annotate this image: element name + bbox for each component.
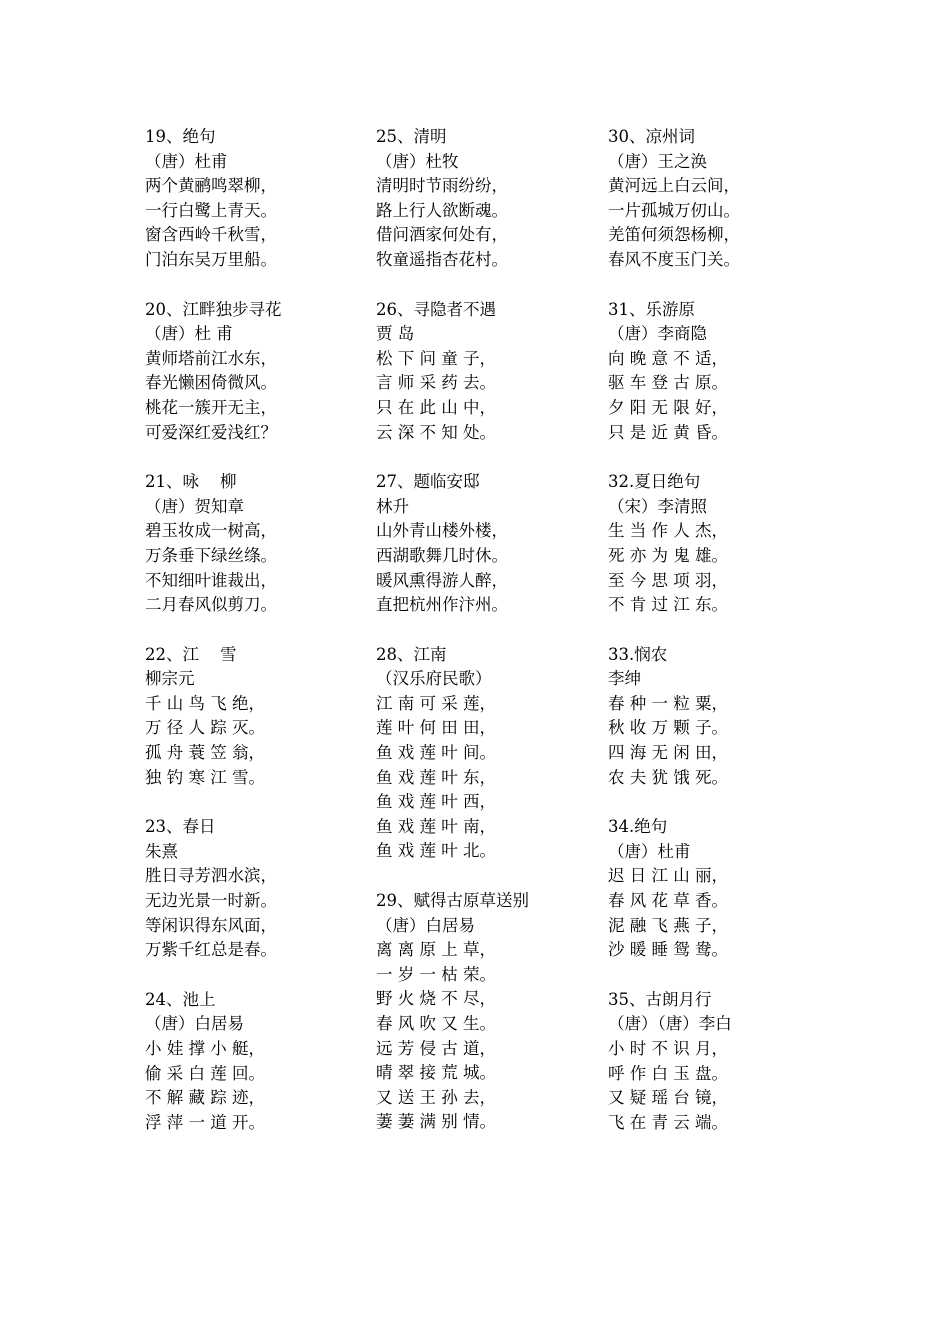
poem-title: 26、寻隐者不遇 bbox=[376, 299, 496, 319]
poem-line: 小 娃 撑 小 艇， bbox=[145, 1039, 265, 1058]
poem-line: 可爱深红爱浅红？ bbox=[145, 422, 277, 442]
poem-block bbox=[145, 470, 375, 618]
poem-title: 20、江畔独步寻花 bbox=[145, 299, 282, 319]
poem-line: 迟 日 江 山 丽， bbox=[608, 866, 728, 886]
poem-block bbox=[376, 298, 606, 446]
poem-line: 牧童遥指杏花村。 bbox=[376, 249, 508, 269]
poem-line: 胜日寻芳泗水滨， bbox=[145, 866, 277, 886]
poem-line: 又 疑 瑶 台 镜， bbox=[608, 1088, 728, 1108]
poem-author: （唐）贺知章 bbox=[145, 496, 244, 516]
poem-author: （唐）白居易 bbox=[376, 915, 475, 935]
poem-title: 25、清明 bbox=[376, 127, 447, 146]
poem-author: 贾 岛 bbox=[376, 324, 415, 344]
poem-line: 万 径 人 踪 灭。 bbox=[145, 718, 265, 738]
poem-line: 碧玉妆成一树高， bbox=[145, 521, 277, 541]
poem-line: 小 时 不 识 月， bbox=[608, 1039, 728, 1058]
poem-line: 千 山 鸟 飞 绝， bbox=[145, 693, 265, 713]
poem-block bbox=[608, 298, 838, 446]
poem-block bbox=[608, 125, 838, 273]
poem-title: 23、春日 bbox=[145, 817, 216, 837]
poem-line: 莲 叶 何 田 田， bbox=[376, 718, 496, 738]
poem-line: 一行白鹭上青天。 bbox=[145, 200, 277, 220]
poem-title: 19、绝句 bbox=[145, 127, 216, 146]
poem-line: 言 师 采 药 去。 bbox=[376, 373, 496, 393]
poem-line: 不知细叶谁裁出， bbox=[145, 570, 277, 590]
poem-line: 呼 作 白 玉 盘。 bbox=[608, 1063, 728, 1083]
poem-line: 生 当 作 人 杰， bbox=[608, 521, 728, 541]
poem-line: 至 今 思 项 羽， bbox=[608, 570, 728, 590]
poem-line: 黄师塔前江水东， bbox=[145, 348, 277, 368]
poem-line: 借问酒家何处有， bbox=[376, 225, 508, 245]
poem-line: 农 夫 犹 饿 死。 bbox=[608, 767, 728, 787]
poem-block bbox=[376, 125, 606, 273]
poem-title: 34.绝句 bbox=[608, 817, 668, 837]
poem-author: （唐）（唐）李白 bbox=[608, 1014, 732, 1034]
poem-line: 两个黄鹂鸣翠柳， bbox=[145, 176, 277, 196]
poem-column-3 bbox=[608, 125, 838, 1160]
poem-line: 春风不度玉门关。 bbox=[608, 249, 740, 269]
poem-line: 不 解 藏 踪 迹， bbox=[145, 1088, 265, 1108]
poem-line: 只 是 近 黄 昏。 bbox=[608, 422, 728, 442]
poem-block bbox=[608, 988, 838, 1136]
poem-line: 泥 融 飞 燕 子， bbox=[608, 915, 728, 935]
poem-title: 28、江南 bbox=[376, 644, 447, 664]
poem-block bbox=[608, 643, 838, 791]
poem-line: 羌笛何须怨杨柳， bbox=[608, 225, 740, 245]
poem-title: 35、古朗月行 bbox=[608, 989, 712, 1009]
poem-line: 鱼 戏 莲 叶 南， bbox=[376, 816, 496, 836]
poem-title: 33.悯农 bbox=[608, 644, 668, 664]
poem-author: （唐）杜 甫 bbox=[145, 324, 233, 344]
poem-line: 夕 阳 无 限 好， bbox=[608, 397, 728, 417]
poem-author: （汉乐府民歌） bbox=[376, 669, 492, 689]
poem-author: （唐）杜甫 bbox=[145, 151, 228, 171]
poem-line: 远 芳 侵 古 道， bbox=[376, 1038, 496, 1058]
poem-block bbox=[608, 470, 838, 618]
poem-line: 无边光景一时新。 bbox=[145, 891, 277, 911]
poem-line: 偷 采 白 莲 回。 bbox=[145, 1063, 265, 1083]
poem-line: 二月春风似剪刀。 bbox=[145, 595, 277, 615]
poem-author: （唐）杜甫 bbox=[608, 841, 691, 861]
poem-title: 32.夏日绝句 bbox=[608, 472, 701, 492]
poem-line: 直把杭州作汴州。 bbox=[376, 595, 508, 615]
poem-author: （宋）李清照 bbox=[608, 496, 707, 516]
poem-column-1 bbox=[145, 125, 375, 1160]
poem-line: 云 深 不 知 处。 bbox=[376, 422, 496, 442]
poem-line: 路上行人欲断魂。 bbox=[376, 200, 508, 220]
poem-author: 朱熹 bbox=[145, 841, 178, 861]
poem-line: 鱼 戏 莲 叶 西， bbox=[376, 792, 496, 812]
poem-line: 万条垂下绿丝绦。 bbox=[145, 545, 277, 565]
poem-line: 秋 收 万 颗 子。 bbox=[608, 718, 728, 738]
poem-line: 向 晚 意 不 适， bbox=[608, 348, 728, 368]
poem-line: 万紫千红总是春。 bbox=[145, 940, 277, 960]
poem-block bbox=[608, 815, 838, 963]
poem-line: 清明时节雨纷纷， bbox=[376, 176, 508, 196]
poem-line: 晴 翠 接 荒 城。 bbox=[376, 1063, 496, 1083]
poem-block bbox=[145, 125, 375, 273]
poem-line: 离 离 原 上 草， bbox=[376, 940, 496, 960]
poem-author: （唐）白居易 bbox=[145, 1014, 244, 1034]
poem-line: 春 风 吹 又 生。 bbox=[376, 1014, 496, 1033]
poem-line: 窗含西岭千秋雪， bbox=[145, 225, 277, 245]
poem-column-2 bbox=[376, 125, 606, 1160]
poem-line: 死 亦 为 鬼 雄。 bbox=[608, 545, 728, 565]
poem-line: 春光懒困倚微风。 bbox=[145, 373, 277, 393]
poem-author: 李绅 bbox=[608, 669, 641, 689]
poem-line: 野 火 烧 不 尽， bbox=[376, 989, 496, 1009]
poem-line: 春 种 一 粒 粟， bbox=[608, 693, 728, 713]
poem-line: 西湖歌舞几时休。 bbox=[376, 545, 508, 565]
poem-line: 一 岁 一 枯 荣。 bbox=[376, 964, 496, 984]
poem-line: 松 下 问 童 子， bbox=[376, 348, 496, 368]
poem-line: 桃花一簇开无主， bbox=[145, 397, 277, 417]
poem-line: 山外青山楼外楼， bbox=[376, 521, 508, 541]
poem-line: 春 风 花 草 香。 bbox=[608, 891, 728, 911]
poem-line: 四 海 无 闲 田， bbox=[608, 743, 728, 763]
poem-line: 鱼 戏 莲 叶 东， bbox=[376, 767, 496, 787]
poem-author: 林升 bbox=[376, 496, 409, 516]
poem-block bbox=[145, 298, 375, 446]
poem-line: 暖风熏得游人醉， bbox=[376, 570, 508, 590]
poem-title: 22、江 雪 bbox=[145, 644, 237, 664]
poem-line: 萋 萋 满 别 情。 bbox=[376, 1112, 496, 1132]
poem-line: 只 在 此 山 中， bbox=[376, 397, 496, 417]
poem-line: 一片孤城万仞山。 bbox=[608, 200, 740, 220]
poem-line: 黄河远上白云间， bbox=[608, 176, 740, 196]
poem-block bbox=[145, 815, 375, 963]
poem-line: 沙 暖 睡 鸳 鸯。 bbox=[608, 940, 728, 960]
poem-line: 孤 舟 蓑 笠 翁， bbox=[145, 743, 265, 763]
poem-line: 门泊东吴万里船。 bbox=[145, 249, 277, 269]
poem-title: 24、池上 bbox=[145, 989, 216, 1009]
poem-title: 27、题临安邸 bbox=[376, 472, 480, 492]
poem-title: 31、乐游原 bbox=[608, 299, 695, 319]
poem-line: 鱼 戏 莲 叶 北。 bbox=[376, 841, 496, 861]
poem-block bbox=[145, 643, 375, 791]
poem-block bbox=[376, 470, 606, 618]
poem-block bbox=[145, 988, 375, 1136]
poem-author: （唐）王之涣 bbox=[608, 151, 707, 171]
poem-title: 30、凉州词 bbox=[608, 127, 695, 146]
poem-line: 又 送 王 孙 去， bbox=[376, 1087, 496, 1107]
poem-line: 鱼 戏 莲 叶 间。 bbox=[376, 743, 496, 763]
poem-line: 等闲识得东风面， bbox=[145, 915, 277, 935]
poem-line: 独 钓 寒 江 雪。 bbox=[145, 767, 265, 787]
poem-line: 江 南 可 采 莲， bbox=[376, 693, 496, 713]
poem-line: 浮 萍 一 道 开。 bbox=[145, 1112, 265, 1132]
poem-title: 29、赋得古原草送别 bbox=[376, 891, 529, 911]
poem-block bbox=[376, 643, 606, 864]
poem-title: 21、咏 柳 bbox=[145, 472, 237, 492]
poem-line: 不 肯 过 江 东。 bbox=[608, 595, 728, 615]
poem-line: 飞 在 青 云 端。 bbox=[608, 1112, 728, 1132]
poem-block bbox=[376, 889, 606, 1135]
poem-author: 柳宗元 bbox=[145, 669, 195, 689]
poem-author: （唐）李商隐 bbox=[608, 324, 707, 344]
poem-line: 驱 车 登 古 原。 bbox=[608, 373, 728, 393]
poem-author: （唐）杜牧 bbox=[376, 151, 459, 171]
